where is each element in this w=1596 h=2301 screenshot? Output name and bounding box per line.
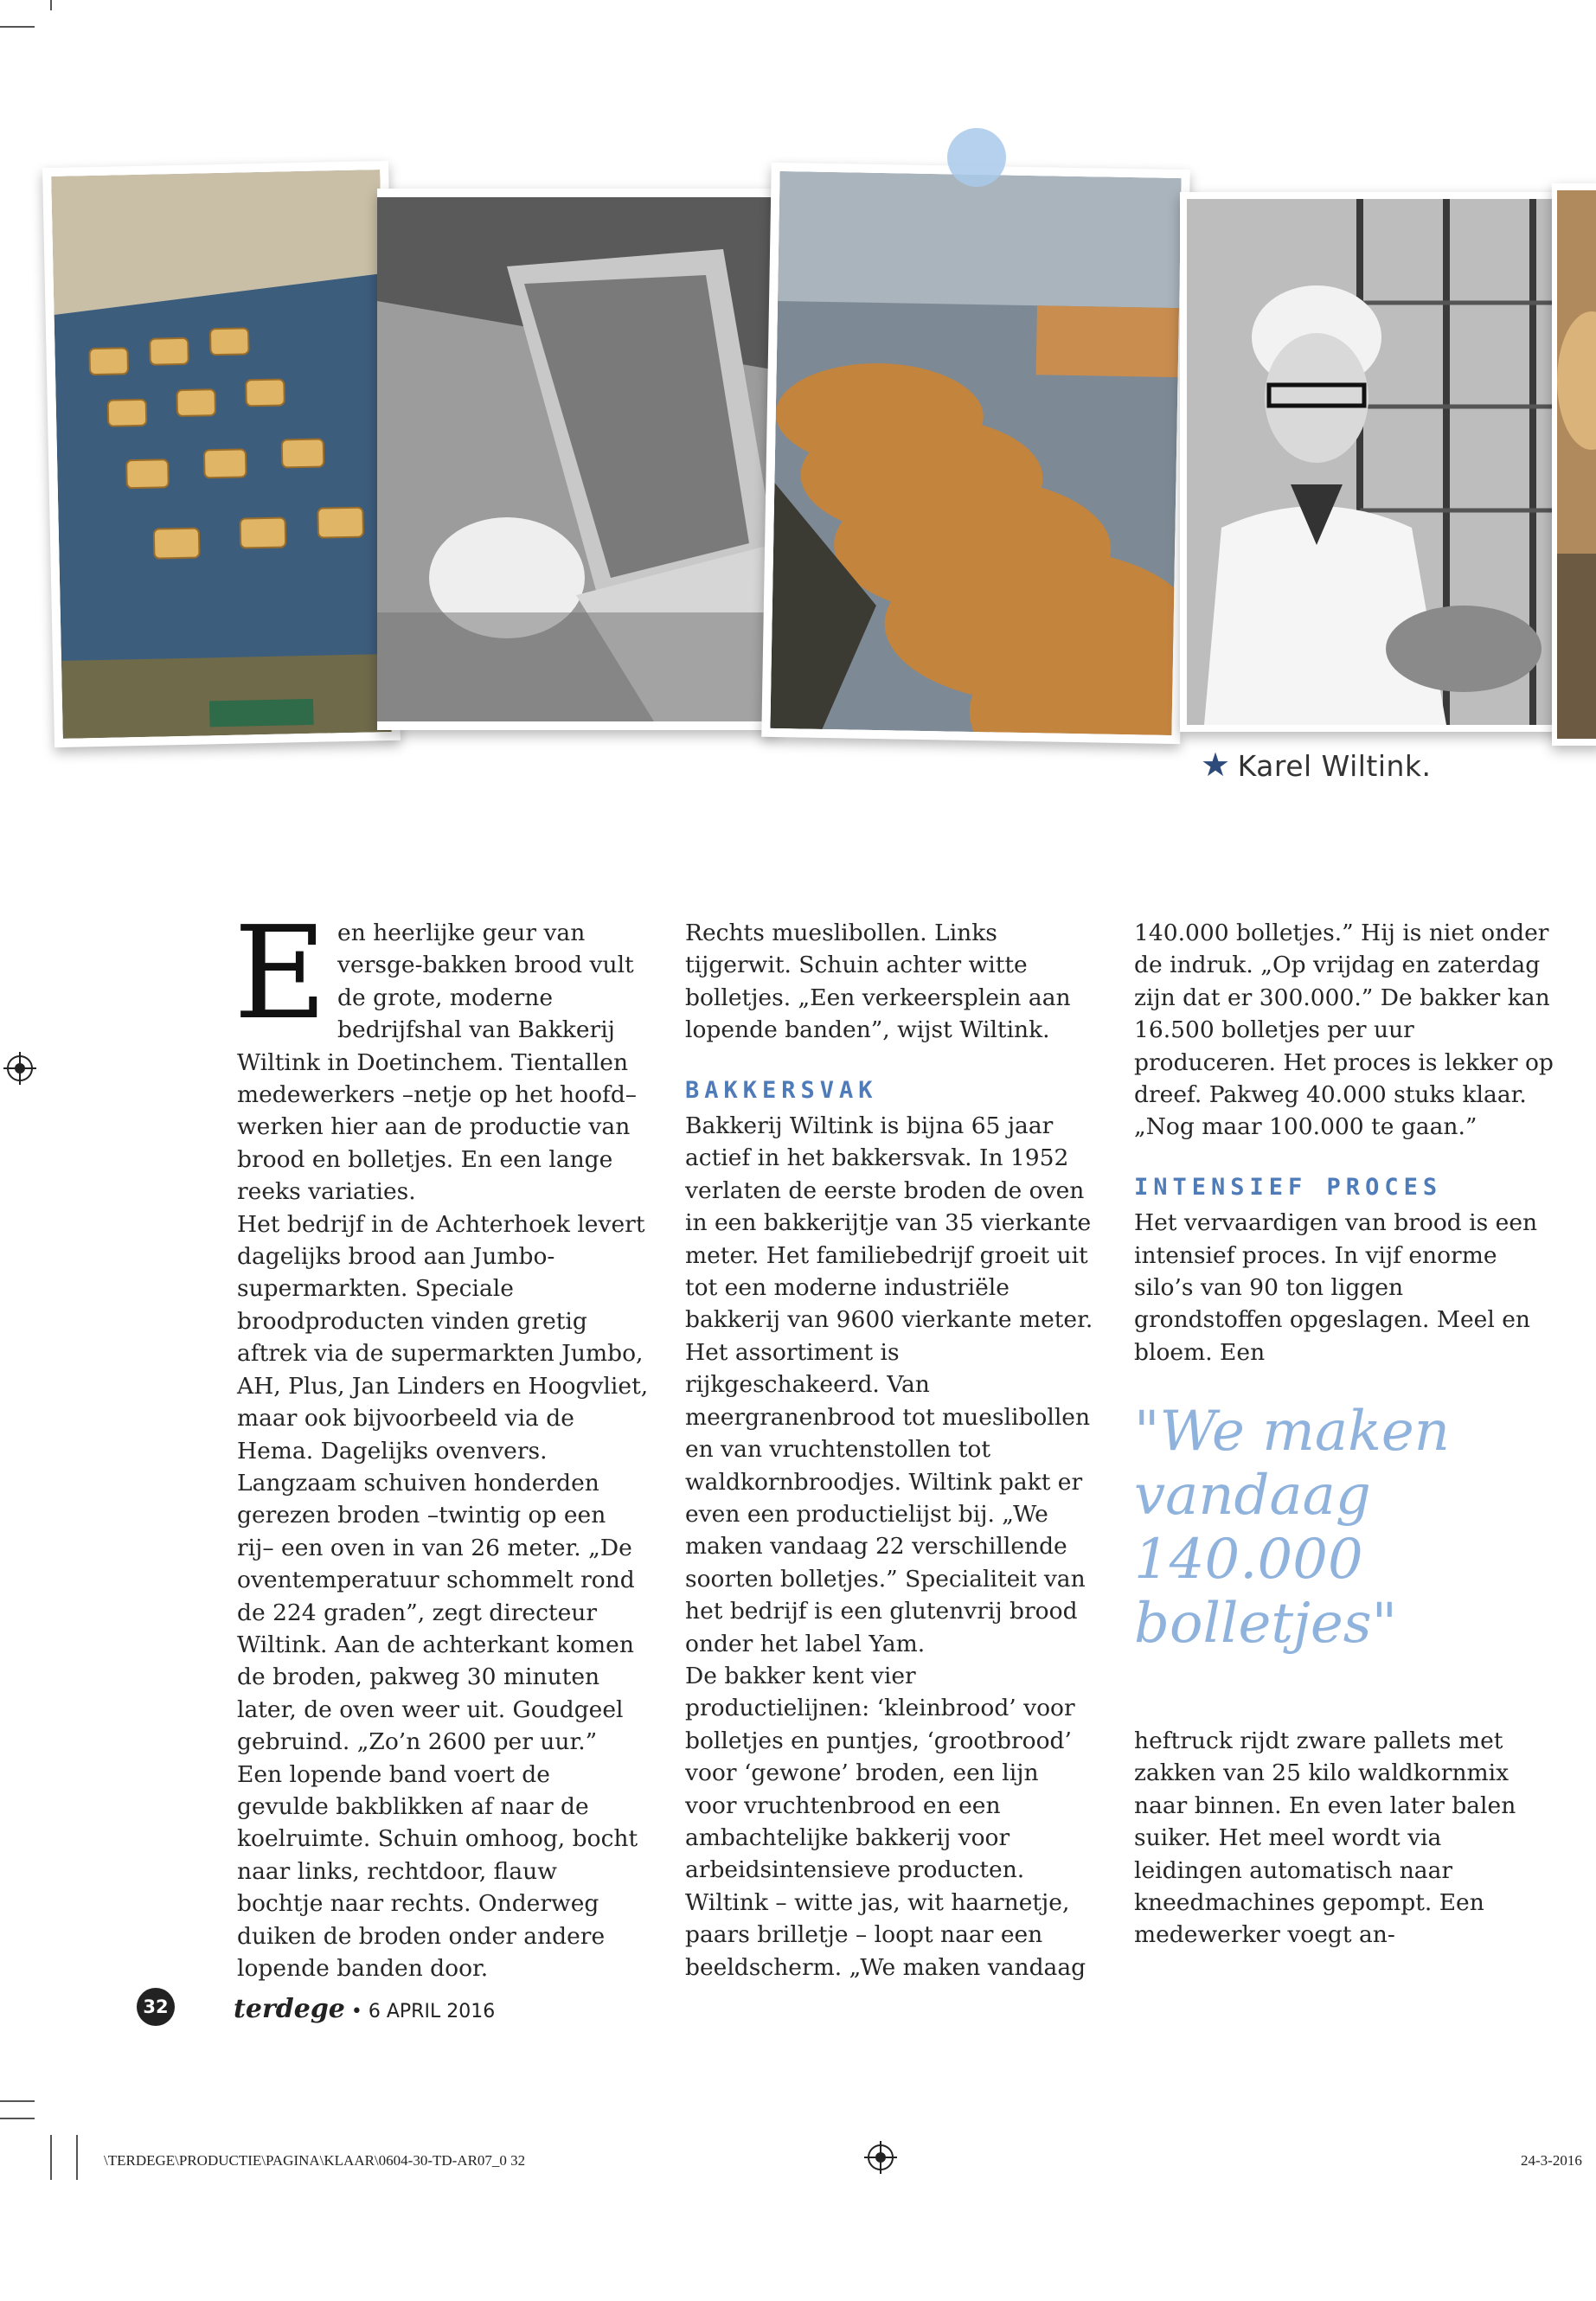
registration-mark-icon [868, 2144, 894, 2170]
baker-portrait-photo-icon [1187, 199, 1554, 725]
print-date: 24-3-2016 [1521, 2152, 1582, 2169]
paragraph: Het bedrijf in de Achterhoek levert dagelijks brood aan Jumbo-supermarkten. Speciale broodproducten vinden gretig aftrek via de supermarkten Jumbo, AH, Plus, Jan Linders en Hoogvliet, maar ook bijvoorbeeld via de Hema. Dagelijks ovenvers. [237, 1210, 649, 1465]
bread-photo-icon [1557, 190, 1596, 739]
photo-bread-loaves [761, 163, 1190, 744]
paragraph: Het vervaardigen van brood is een intensief proces. In vijf enorme silo’s van 90 ton liggen grondstoffen opgeslagen. Meel en bloem. Een [1134, 1209, 1538, 1366]
paragraph: Langzaam schuiven honderden gerezen broden –twintig op een rij– een oven in van 26 meter. „De oventemperatuur schommelt rond de 224 graden”, zegt directeur Wiltink. Aan de achterkant komen de broden, pakweg 30 minuten later, de oven weer uit. Goudgeel gebruind. „Zo’n 2600 per uur.” [237, 1469, 635, 1756]
paragraph: 140.000 bolletjes.” Hij is niet onder de indruk. „Op vrijdag en zaterdag zijn dat er 300.000.” De bakker kan 16.500 bolletjes per uur produceren. Het proces is lekker op dreef. Pakweg 40.000 stuks klaar. „Nog maar 100.000 te gaan.” [1134, 920, 1554, 1141]
crop-mark [0, 2100, 35, 2102]
registration-mark-icon [7, 1055, 33, 1081]
magazine-logo: terdege [234, 1994, 345, 2024]
paragraph: De bakker kent vier productielijnen: ‘kleinbrood’ voor bolletjes en puntjes, ‘grootbrood’ voor ‘gewone’ broden, een lijn voor vruchtenbrood en een ambachtelijke bakkerij voor arbeidsintensieve producten. [685, 1662, 1075, 1884]
crop-mark [0, 2118, 35, 2119]
pastry-conveyor-photo-icon [51, 170, 392, 739]
subheading-intensief-proces: INTENSIEF PROCES [1134, 1173, 1443, 1201]
page-number: 32 [137, 1988, 175, 2026]
crop-mark [0, 26, 35, 28]
paragraph: Bakkerij Wiltink is bijna 65 jaar actief in het bakkersvak. In 1952 verlaten de eerste broden de oven in een bakkerijtje van 35 vierkante meter. Het familiebedrijf groeit uit tot een moderne industriële bakkerij van 9600 vierkante meter. [685, 1112, 1093, 1334]
photo-mixing-machine [377, 189, 777, 730]
article-column-3-continued [1134, 1725, 1554, 1952]
caption-text: Karel Wiltink. [1237, 749, 1432, 783]
bread-conveyor-photo-icon [770, 171, 1181, 735]
photo-caption [1201, 746, 1432, 784]
photo-baker-portrait [1180, 192, 1561, 732]
pull-quote: "We maken vandaag 140.000 bolletjes" [1134, 1400, 1450, 1656]
subheading-bakkersvak: BAKKERSVAK [685, 1076, 878, 1104]
photo-pin [947, 128, 1006, 187]
issue-date: 6 APRIL 2016 [368, 2001, 496, 2022]
paragraph: Het assortiment is rijkgeschakeerd. Van meergranenbrood tot mueslibollen en van vruchtenstollen tot waldkornbroodjes. Wiltink pakt er even een productielijst bij. „We maken vandaag 22 verschillende soorten bolletjes.” Specialiteit van het bedrijf is een glutenvrij brood onder het label Yam. [685, 1338, 1091, 1657]
file-path-slug: \TERDEGE\PRODUCTIE\PAGINA\KLAAR\0604-30-TD-AR07_0 32 [104, 2152, 526, 2169]
crop-mark [50, 2135, 52, 2180]
folio-bullet: • [350, 2001, 362, 2022]
photo-bread-edge [1552, 183, 1596, 746]
paragraph: Rechts mueslibollen. Links tijgerwit. Schuin achter witte bolletjes. „Een verkeersplein aan lopende banden”, wijst Wiltink. [685, 920, 1071, 1044]
dough-mixer-photo-icon [377, 197, 777, 721]
photo-pastry-conveyor [42, 161, 401, 747]
paragraph: Een lopende band voert de gevulde bakblikken af naar de koelruimte. Schuin omhoog, bocht naar links, rechtdoor, flauw bochtje naar rechts. Onderweg duiken de broden onder andere lopende banden door. [237, 1760, 638, 1982]
drop-cap: E [234, 899, 328, 1048]
star-icon: ★ [1201, 746, 1231, 784]
article-column-3 [1134, 917, 1554, 1368]
paragraph: heftruck rijdt zware pallets met zakken van 25 kilo waldkornmix naar binnen. En even later balen suiker. Het meel wordt via leidingen automatisch naar kneedmachines gepompt. Een medewerker voegt an- [1134, 1727, 1516, 1949]
paragraph: Wiltink – witte jas, wit haarnetje, paars brilletje – loopt naar een beeldscherm. „We maken vandaag [685, 1888, 1086, 1981]
crop-mark [50, 0, 52, 10]
crop-mark [76, 2135, 78, 2180]
article-column-2 [685, 917, 1097, 1984]
folio [234, 1994, 495, 2024]
paragraph: en heerlijke geur van versge-bakken brood vult de grote, moderne bedrijfshal van Bakkerij Wiltink in Doetinchem. Tientallen medewerkers –netje op het hoofd– werken hier aan de productie van brood en bolletjes. En een lange reeks variaties. [237, 920, 638, 1206]
article-column-1 [234, 899, 649, 1984]
